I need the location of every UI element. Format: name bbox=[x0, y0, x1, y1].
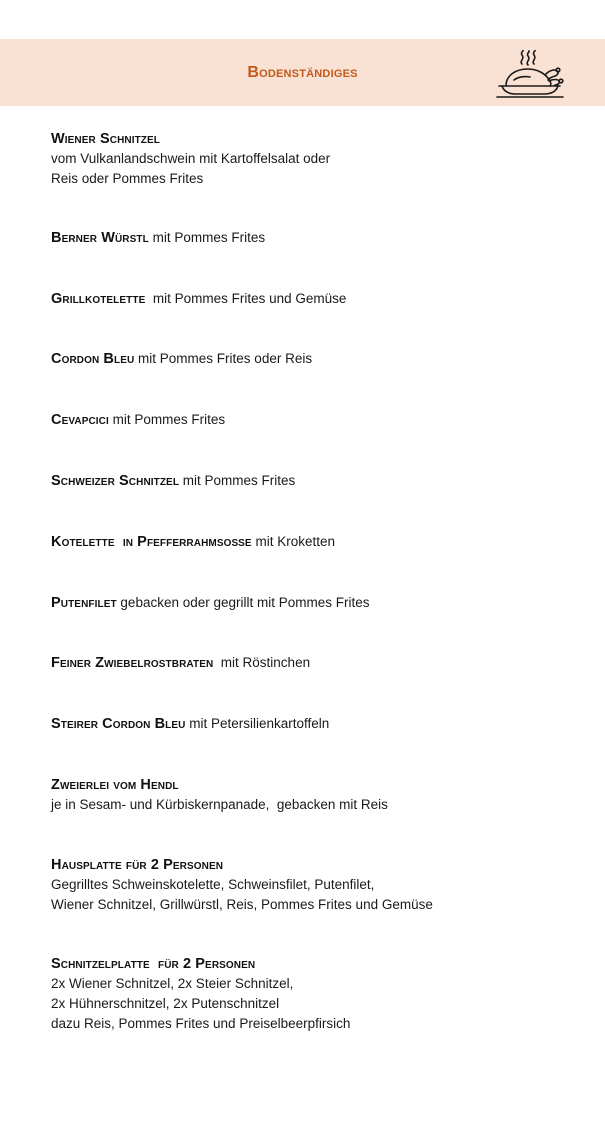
dish-name: Zweierlei vom Hendl bbox=[51, 777, 179, 793]
dish-name: Feiner Zwiebelrostbraten bbox=[51, 655, 214, 671]
dish-inline-description: mit Kroketten bbox=[251, 534, 335, 549]
menu-item bbox=[51, 349, 591, 369]
dish-inline-description: mit Pommes Frites bbox=[148, 230, 266, 245]
dish-name: Hausplatte für 2 Personen bbox=[51, 857, 224, 873]
menu-item bbox=[51, 855, 591, 915]
dish-description-line: Reis oder Pommes Frites bbox=[51, 171, 204, 186]
dish-name: Grillkotelette bbox=[51, 291, 146, 307]
dish-description-line: dazu Reis, Pommes Frites und Preiselbeerpfirsich bbox=[51, 1016, 351, 1031]
dish-inline-description: mit Pommes Frites bbox=[108, 412, 226, 427]
menu-item bbox=[51, 954, 591, 1034]
dish-name: Cordon Bleu bbox=[51, 351, 135, 367]
dish-name: Putenfilet bbox=[51, 595, 117, 611]
menu-item bbox=[51, 775, 591, 815]
menu-item bbox=[51, 714, 591, 734]
dish-description-line: Wiener Schnitzel, Grillwürstl, Reis, Pommes Frites und Gemüse bbox=[51, 897, 433, 912]
dish-name: Berner Würstl bbox=[51, 230, 149, 246]
dish-description-line: 2x Wiener Schnitzel, 2x Steier Schnitzel, bbox=[51, 976, 294, 991]
dish-name: Kotelette in Pfefferrahmsoße bbox=[51, 534, 252, 550]
dish-name: Schnitzelplatte für 2 Personen bbox=[51, 956, 256, 972]
menu-item bbox=[51, 532, 591, 552]
dish-description-line: vom Vulkanlandschwein mit Kartoffelsalat oder bbox=[51, 151, 331, 166]
menu-item bbox=[51, 471, 591, 491]
dish-description-line: 2x Hühnerschnitzel, 2x Putenschnitzel bbox=[51, 996, 280, 1011]
dish-inline-description: mit Petersilienkartoffeln bbox=[185, 716, 330, 731]
roast-chicken-platter-icon bbox=[494, 50, 566, 100]
menu-item bbox=[51, 593, 591, 613]
section-title: Bodenständiges bbox=[247, 64, 358, 81]
dish-inline-description: mit Pommes Frites oder Reis bbox=[134, 351, 313, 366]
dish-inline-description: mit Pommes Frites und Gemüse bbox=[145, 291, 347, 306]
dish-inline-description: gebacken oder gegrillt mit Pommes Frites bbox=[116, 595, 370, 610]
dish-inline-description: mit Pommes Frites bbox=[179, 473, 296, 488]
menu-item bbox=[51, 289, 591, 309]
menu-item bbox=[51, 653, 591, 673]
dish-name: Cevapcici bbox=[51, 412, 109, 428]
dish-name: Steirer Cordon Bleu bbox=[51, 716, 186, 732]
menu-item bbox=[51, 228, 591, 248]
dish-name: Schweizer Schnitzel bbox=[51, 473, 180, 489]
menu-item bbox=[51, 410, 591, 430]
dish-description-line: Gegrilltes Schweinskotelette, Schweinsfilet, Putenfilet, bbox=[51, 877, 375, 892]
dish-name: Wiener Schnitzel bbox=[51, 131, 160, 147]
dish-inline-description: mit Röstinchen bbox=[213, 655, 311, 670]
dish-description-line: je in Sesam- und Kürbiskernpanade, gebacken mit Reis bbox=[51, 797, 388, 812]
menu-item bbox=[51, 129, 591, 189]
